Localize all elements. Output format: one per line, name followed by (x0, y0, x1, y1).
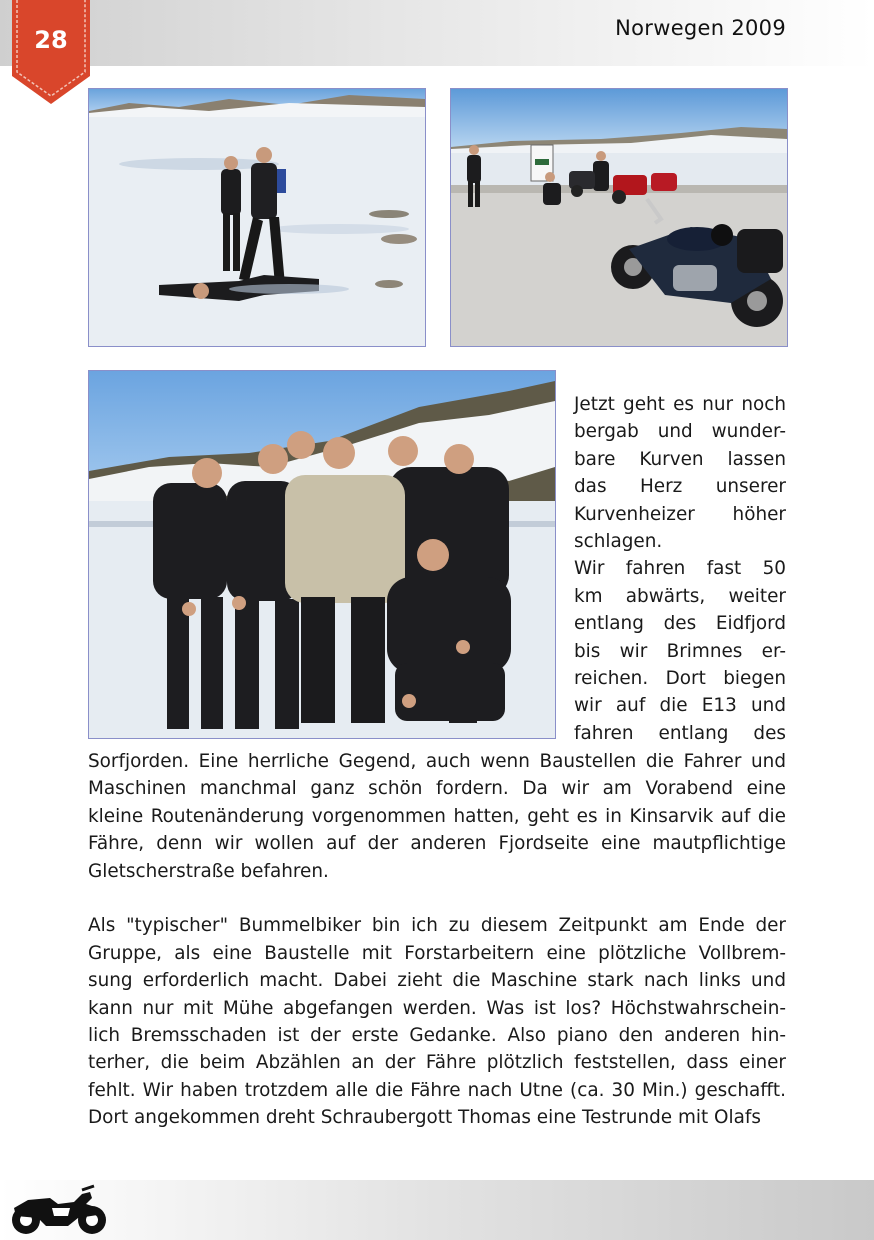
text-line: Gruppe, als eine Baustelle mit Forstarbeitern eine plötzliche Vollbrem- (88, 942, 786, 964)
text-line: bergab und wunder- (574, 421, 786, 443)
text-line: fehlt. Wir haben trotzdem alle die Fähre nach Utne (ca. 30 Min.) geschafft. (88, 1079, 786, 1101)
text-line: Gletscherstraße befahren. (88, 860, 329, 882)
footer-bar (0, 1180, 874, 1240)
article-paragraph-1 (88, 748, 786, 885)
photo-snow-posing (88, 88, 426, 347)
text-line: entlang des Eidfjord (574, 613, 786, 635)
text-line: Wir fahren fast 50 (574, 558, 786, 580)
text-line: kann nur mit Mühe abgefangen werden. Was ist los? Höchstwahrschein- (88, 997, 786, 1019)
article-body (88, 748, 786, 1132)
text-line: km abwärts, weiter (574, 585, 786, 607)
text-line: bis wir Brimnes er- (574, 640, 786, 662)
text-line: sung erforderlich macht. Dabei zieht die Maschine stark nach links und (88, 970, 786, 992)
page-number: 28 (34, 26, 68, 54)
article-paragraph-2 (88, 912, 786, 1131)
text-line: lich Bremsschaden ist der erste Gedanke. Also piano den anderen hin- (88, 1025, 786, 1047)
text-line: bare Kurven lassen (574, 448, 786, 470)
photo-motorcycles-pass (450, 88, 788, 347)
text-line: schlagen. (574, 531, 663, 553)
text-line: Als "typischer" Bummelbiker bin ich zu diesem Zeitpunkt am Ende der (88, 915, 786, 937)
text-line: terher, die beim Abzählen an der Fähre plötzlich feststellen, dass einer (88, 1052, 786, 1074)
motorcycle-icon (8, 1184, 110, 1236)
text-line: Sorfjorden. Eine herrliche Gegend, auch wenn Baustellen die Fahrer und (88, 751, 786, 772)
page-header-title: Norwegen 2009 (615, 16, 786, 40)
text-line: fahren entlang des (574, 722, 786, 744)
text-line: reichen. Dort biegen (574, 668, 786, 690)
text-line: Jetzt geht es nur noch (574, 394, 786, 415)
text-line: das Herz unserer (574, 476, 786, 498)
photo-group-bikers (88, 370, 556, 739)
text-line: Fähre, denn wir wollen auf der anderen Fjordseite eine mautpflichtige (88, 833, 786, 855)
text-line: Dort angekommen dreht Schraubergott Thomas eine Testrunde mit Olafs (88, 1107, 761, 1129)
article-wrap-text (574, 391, 786, 747)
text-line: wir auf die E13 und (574, 695, 786, 717)
text-line: Maschinen manchmal ganz schön fordern. Da wir am Vorabend eine (88, 778, 786, 800)
text-line: kleine Routenänderung vorgenommen hatten, geht es in Kinsarvik auf die (88, 805, 786, 827)
text-line: Kurvenheizer höher (574, 503, 786, 525)
